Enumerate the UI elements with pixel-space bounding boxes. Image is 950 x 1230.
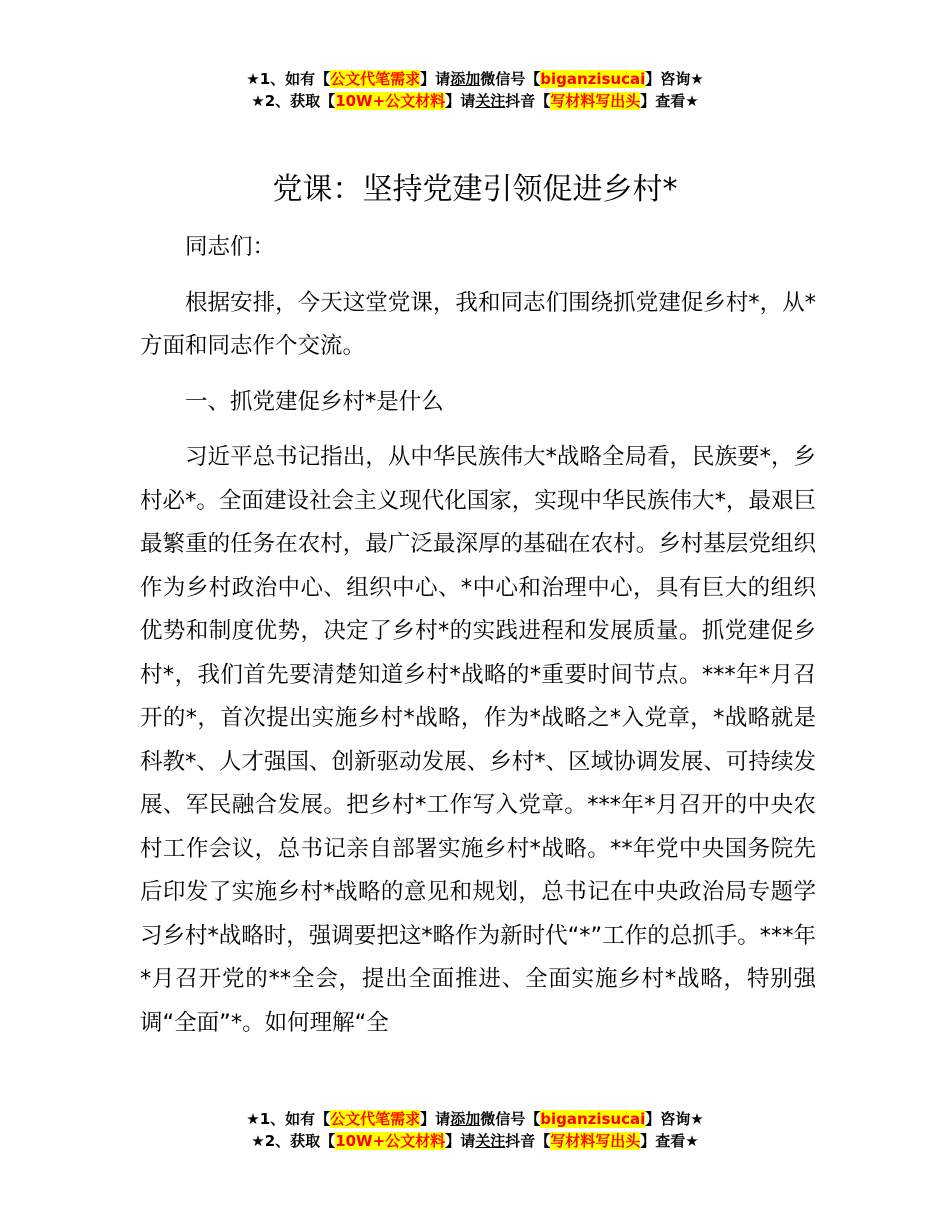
document-title: 党课：坚持党建引领促进乡村* bbox=[272, 172, 678, 207]
banner-text: ★1、如有【 bbox=[246, 70, 331, 88]
highlight-douyin: 写材料写出头 bbox=[550, 1132, 641, 1150]
banner-line-2 bbox=[0, 1130, 950, 1152]
banner-emphasis: 添加 bbox=[450, 1110, 481, 1128]
highlight-materials: 10W+公文材料 bbox=[335, 1132, 446, 1150]
highlight-service: 公文代笔需求 bbox=[330, 1110, 421, 1128]
banner-text: ★1、如有【 bbox=[246, 1110, 331, 1128]
banner-line-2 bbox=[0, 90, 950, 112]
banner-text: ★2、获取【 bbox=[251, 92, 336, 110]
salutation: 同志们： bbox=[185, 234, 276, 260]
banner-emphasis: 关注 bbox=[475, 1132, 506, 1150]
banner-text: 】查看★ bbox=[640, 1132, 699, 1150]
banner-text: 】咨询★ bbox=[645, 70, 704, 88]
banner-line-1 bbox=[0, 68, 950, 90]
header-banner bbox=[0, 68, 950, 112]
banner-text: 】请 bbox=[445, 92, 476, 110]
footer-banner bbox=[0, 1108, 950, 1152]
document-body bbox=[140, 226, 816, 1057]
banner-text: 】咨询★ bbox=[645, 1110, 704, 1128]
highlight-materials: 10W+公文材料 bbox=[335, 92, 446, 110]
banner-text: ★2、获取【 bbox=[251, 1132, 336, 1150]
banner-text: 】请 bbox=[445, 1132, 476, 1150]
banner-text: 抖音【 bbox=[505, 92, 551, 110]
paragraph-body: 习近平总书记指出，从中华民族伟大*战略全局看，民族要*，乡村必*。全面建设社会主义现代化国家，实现中华民族伟大*，最艰巨最繁重的任务在农村，最广泛最深厚的基础在农村。乡村基层党组织作为乡村政治中心、组织中心、*中心和治理中心，具有巨大的组织优势和制度优势，决定了乡村*的实践进程和发展质量。抓党建促乡村*，我们首先要清楚知道乡村*战略的*重要时间节点。***年*月召开的*，首次提出实施乡村*战略，作为*战略之*入党章，*战略就是科教*、人才强国、创新驱动发展、乡村*、区域协调发展、可持续发展、军民融合发展。把乡村*工作写入党章。***年*月召开的中央农村工作会议，总书记亲自部署实施乡村*战略。**年党中央国务院先后印发了实施乡村*战略的意见和规划，总书记在中央政治局专题学习乡村*战略时，强调要把这*略作为新时代“*”工作的总抓手。***年*月召开党的**全会，提出全面推进、全面实施乡村*战略，特别强调“全面”*。如何理解“全 bbox=[140, 444, 816, 1036]
paragraph-intro: 根据安排，今天这堂党课，我和同志们围绕抓党建促乡村*，从*方面和同志作个交流。 bbox=[140, 289, 816, 359]
banner-line-1 bbox=[0, 1108, 950, 1130]
highlight-wechat-id: biganzisucai bbox=[540, 70, 646, 88]
highlight-service: 公文代笔需求 bbox=[330, 70, 421, 88]
banner-emphasis: 添加 bbox=[450, 70, 481, 88]
banner-text: 微信号【 bbox=[480, 1110, 541, 1128]
banner-text: 】请 bbox=[420, 1110, 451, 1128]
banner-text: 】查看★ bbox=[640, 92, 699, 110]
banner-emphasis: 关注 bbox=[475, 92, 506, 110]
highlight-douyin: 写材料写出头 bbox=[550, 92, 641, 110]
banner-text: 微信号【 bbox=[480, 70, 541, 88]
section-heading: 一、抓党建促乡村*是什么 bbox=[185, 388, 444, 415]
highlight-wechat-id: biganzisucai bbox=[540, 1110, 646, 1128]
banner-text: 抖音【 bbox=[505, 1132, 551, 1150]
banner-text: 】请 bbox=[420, 70, 451, 88]
